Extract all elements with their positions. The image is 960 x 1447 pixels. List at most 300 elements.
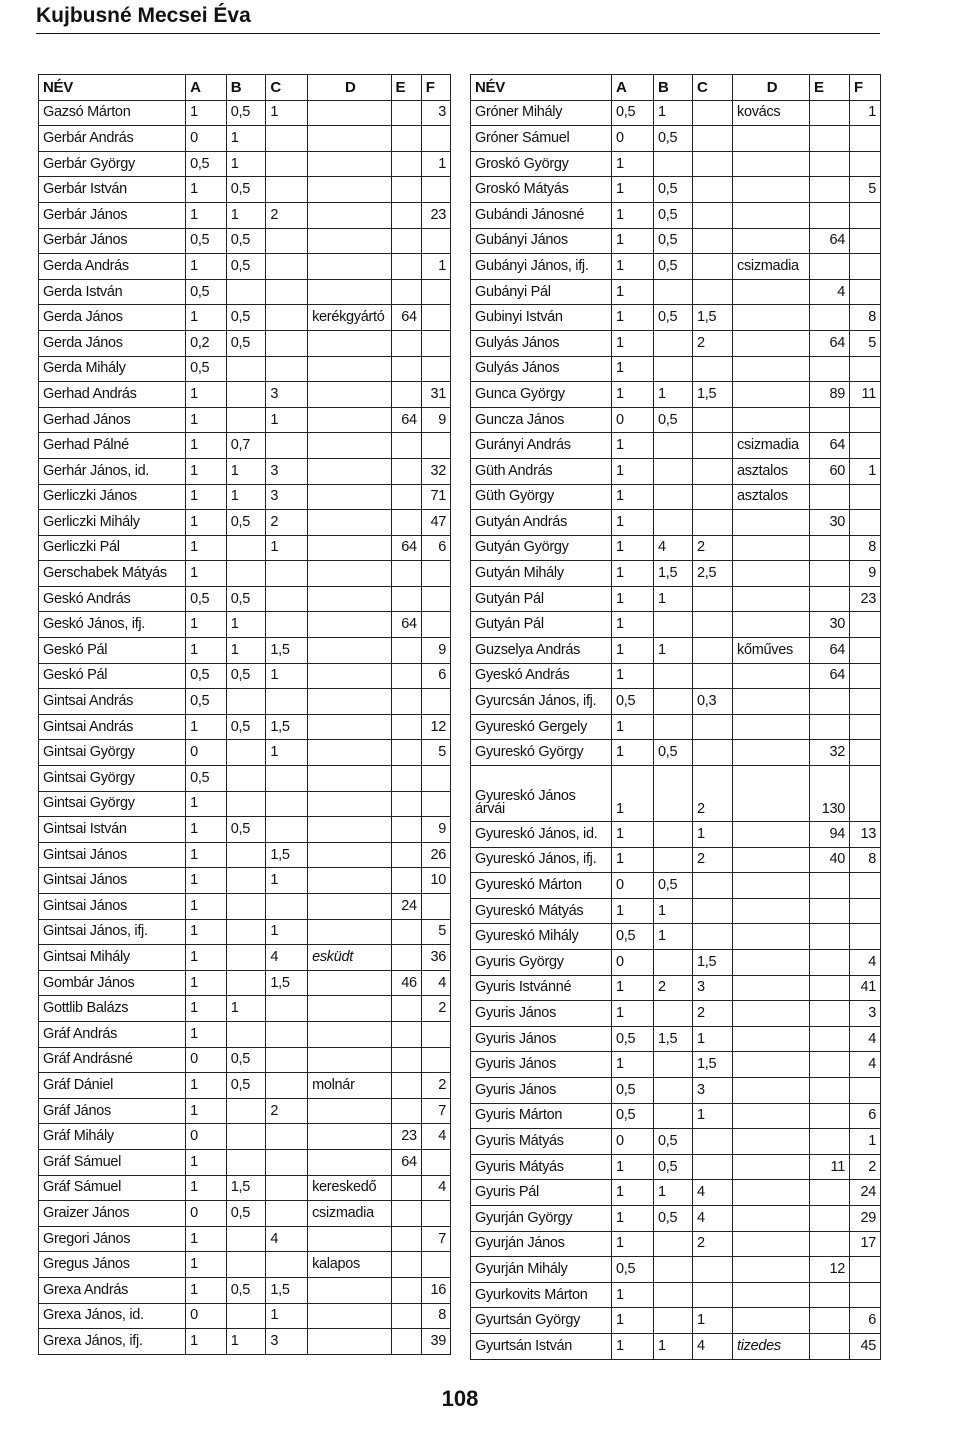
table-row bbox=[39, 330, 451, 356]
name-cell: Gyurcsán János, ifj. bbox=[471, 689, 612, 715]
name-cell: Gyuris Mátyás bbox=[471, 1129, 612, 1155]
d-cell bbox=[733, 279, 810, 305]
e-cell: 46 bbox=[391, 970, 421, 996]
d-cell bbox=[733, 1026, 810, 1052]
f-cell bbox=[850, 873, 881, 899]
a-cell: 1 bbox=[186, 1329, 227, 1355]
e-cell: 64 bbox=[391, 612, 421, 638]
e-cell bbox=[810, 305, 850, 331]
b-cell: 0,5 bbox=[226, 663, 266, 689]
e-cell bbox=[810, 484, 850, 510]
d-cell bbox=[733, 1077, 810, 1103]
d-cell bbox=[308, 458, 391, 484]
e-cell bbox=[391, 1303, 421, 1329]
e-cell bbox=[810, 975, 850, 1001]
table-row bbox=[39, 1226, 451, 1252]
c-cell: 4 bbox=[266, 1226, 308, 1252]
d-cell bbox=[308, 612, 391, 638]
e-cell bbox=[810, 1026, 850, 1052]
f-cell bbox=[421, 791, 450, 817]
a-cell: 1 bbox=[186, 433, 227, 459]
b-cell: 0,5 bbox=[654, 1205, 693, 1231]
b-cell: 1 bbox=[226, 151, 266, 177]
c-cell bbox=[266, 1201, 308, 1227]
f-cell bbox=[850, 484, 881, 510]
column-header: A bbox=[186, 75, 227, 101]
table-row bbox=[39, 689, 451, 715]
table-row bbox=[471, 382, 881, 408]
e-cell bbox=[810, 714, 850, 740]
a-cell: 0,5 bbox=[612, 1103, 654, 1129]
a-cell: 1 bbox=[186, 1252, 227, 1278]
table-row bbox=[39, 1047, 451, 1073]
name-cell: Gráf Sámuel bbox=[39, 1149, 186, 1175]
c-cell bbox=[693, 1282, 733, 1308]
d-cell bbox=[308, 817, 391, 843]
a-cell: 1 bbox=[612, 1205, 654, 1231]
d-cell: asztalos bbox=[733, 484, 810, 510]
b-cell bbox=[226, 382, 266, 408]
name-cell: Gintsai János bbox=[39, 842, 186, 868]
f-cell bbox=[850, 279, 881, 305]
f-cell bbox=[421, 1047, 450, 1073]
e-cell bbox=[391, 1201, 421, 1227]
e-cell: 11 bbox=[810, 1154, 850, 1180]
b-cell: 0,5 bbox=[654, 126, 693, 152]
c-cell: 1 bbox=[693, 1308, 733, 1334]
name-cell: Gyureskó Mátyás bbox=[471, 898, 612, 924]
b-cell bbox=[654, 612, 693, 638]
a-cell: 1 bbox=[186, 202, 227, 228]
e-cell bbox=[810, 202, 850, 228]
table-row bbox=[471, 612, 881, 638]
b-cell: 1 bbox=[226, 1329, 266, 1355]
c-cell bbox=[266, 1252, 308, 1278]
b-cell: 0,5 bbox=[226, 1277, 266, 1303]
table-row bbox=[39, 1175, 451, 1201]
a-cell: 1 bbox=[186, 1277, 227, 1303]
table-row bbox=[471, 407, 881, 433]
a-cell: 1 bbox=[186, 638, 227, 664]
e-cell bbox=[391, 228, 421, 254]
a-cell: 1 bbox=[612, 1001, 654, 1027]
d-cell bbox=[308, 535, 391, 561]
b-cell bbox=[654, 330, 693, 356]
name-cell: Gintsai György bbox=[39, 740, 186, 766]
table-row bbox=[39, 126, 451, 152]
f-cell bbox=[850, 254, 881, 280]
e-cell: 64 bbox=[810, 228, 850, 254]
d-cell bbox=[733, 873, 810, 899]
e-cell bbox=[810, 689, 850, 715]
e-cell bbox=[810, 950, 850, 976]
c-cell bbox=[693, 484, 733, 510]
f-cell bbox=[850, 663, 881, 689]
a-cell: 1 bbox=[612, 382, 654, 408]
e-cell bbox=[391, 586, 421, 612]
e-cell: 130 bbox=[810, 766, 850, 822]
d-cell: molnár bbox=[308, 1073, 391, 1099]
b-cell: 2 bbox=[654, 975, 693, 1001]
b-cell bbox=[226, 1303, 266, 1329]
f-cell bbox=[421, 1021, 450, 1047]
table-row bbox=[39, 510, 451, 536]
c-cell: 1,5 bbox=[693, 950, 733, 976]
b-cell bbox=[226, 1021, 266, 1047]
name-cell: Gutyán András bbox=[471, 510, 612, 536]
a-cell: 0 bbox=[612, 873, 654, 899]
table-row bbox=[471, 202, 881, 228]
b-cell: 0,5 bbox=[654, 305, 693, 331]
c-cell bbox=[693, 254, 733, 280]
a-cell: 1 bbox=[186, 1073, 227, 1099]
name-cell: Gerhad András bbox=[39, 382, 186, 408]
c-cell bbox=[266, 177, 308, 203]
a-cell: 1 bbox=[612, 458, 654, 484]
f-cell: 5 bbox=[421, 740, 450, 766]
c-cell bbox=[266, 817, 308, 843]
table-row bbox=[471, 663, 881, 689]
table-row bbox=[39, 1277, 451, 1303]
c-cell bbox=[693, 356, 733, 382]
b-cell bbox=[226, 970, 266, 996]
d-cell bbox=[733, 822, 810, 848]
c-cell bbox=[693, 100, 733, 126]
name-cell: Grexa András bbox=[39, 1277, 186, 1303]
f-cell bbox=[421, 766, 450, 792]
b-cell bbox=[654, 1103, 693, 1129]
d-cell bbox=[308, 1303, 391, 1329]
b-cell: 1 bbox=[226, 612, 266, 638]
a-cell: 1 bbox=[612, 766, 654, 822]
b-cell bbox=[654, 1257, 693, 1283]
d-cell bbox=[733, 714, 810, 740]
d-cell bbox=[308, 433, 391, 459]
name-cell: Gráf András bbox=[39, 1021, 186, 1047]
c-cell: 1,5 bbox=[693, 305, 733, 331]
c-cell bbox=[693, 586, 733, 612]
d-cell bbox=[308, 126, 391, 152]
b-cell: 1 bbox=[226, 484, 266, 510]
e-cell: 30 bbox=[810, 510, 850, 536]
a-cell: 1 bbox=[186, 458, 227, 484]
b-cell: 4 bbox=[654, 535, 693, 561]
d-cell bbox=[308, 663, 391, 689]
d-cell bbox=[308, 202, 391, 228]
a-cell: 1 bbox=[612, 1231, 654, 1257]
e-cell bbox=[391, 638, 421, 664]
table-row bbox=[39, 433, 451, 459]
name-cell: Gráf Dániel bbox=[39, 1073, 186, 1099]
d-cell bbox=[733, 924, 810, 950]
b-cell bbox=[654, 689, 693, 715]
d-cell bbox=[733, 950, 810, 976]
b-cell: 1 bbox=[226, 202, 266, 228]
d-cell bbox=[308, 1277, 391, 1303]
table-row bbox=[39, 407, 451, 433]
b-cell bbox=[654, 433, 693, 459]
d-cell bbox=[308, 1021, 391, 1047]
table-row bbox=[39, 177, 451, 203]
b-cell bbox=[226, 868, 266, 894]
e-cell bbox=[391, 1098, 421, 1124]
f-cell: 16 bbox=[421, 1277, 450, 1303]
name-cell: Güth György bbox=[471, 484, 612, 510]
e-cell bbox=[391, 458, 421, 484]
name-cell: Gubányi János bbox=[471, 228, 612, 254]
b-cell bbox=[654, 151, 693, 177]
f-cell: 47 bbox=[421, 510, 450, 536]
name-cell: Gyuris János bbox=[471, 1052, 612, 1078]
a-cell: 0 bbox=[186, 740, 227, 766]
name-cell: Gintsai György bbox=[39, 766, 186, 792]
f-cell: 4 bbox=[421, 1175, 450, 1201]
f-cell bbox=[850, 898, 881, 924]
name-cell: Gombár János bbox=[39, 970, 186, 996]
table-row bbox=[39, 996, 451, 1022]
b-cell bbox=[226, 1149, 266, 1175]
c-cell: 2 bbox=[693, 1001, 733, 1027]
a-cell: 1 bbox=[186, 382, 227, 408]
column-header: B bbox=[654, 75, 693, 101]
e-cell bbox=[391, 1329, 421, 1355]
f-cell: 36 bbox=[421, 945, 450, 971]
name-cell: Gerhad Pálné bbox=[39, 433, 186, 459]
c-cell bbox=[266, 433, 308, 459]
c-cell bbox=[266, 1149, 308, 1175]
table-row bbox=[471, 100, 881, 126]
table-row bbox=[471, 898, 881, 924]
c-cell: 3 bbox=[266, 382, 308, 408]
name-cell: Gubányi Pál bbox=[471, 279, 612, 305]
table-row bbox=[39, 638, 451, 664]
d-cell bbox=[308, 766, 391, 792]
b-cell bbox=[654, 1077, 693, 1103]
c-cell bbox=[693, 202, 733, 228]
a-cell: 1 bbox=[612, 228, 654, 254]
a-cell: 0,5 bbox=[612, 1257, 654, 1283]
name-cell: Gubándi Jánosné bbox=[471, 202, 612, 228]
b-cell bbox=[654, 950, 693, 976]
a-cell: 1 bbox=[186, 1175, 227, 1201]
table-row bbox=[39, 458, 451, 484]
name-cell: Gerda János bbox=[39, 305, 186, 331]
e-cell bbox=[391, 561, 421, 587]
d-cell bbox=[733, 1282, 810, 1308]
c-cell: 2 bbox=[693, 847, 733, 873]
b-cell: 0,5 bbox=[654, 1154, 693, 1180]
f-cell: 1 bbox=[421, 254, 450, 280]
name-cell: Gyureskó János, id. bbox=[471, 822, 612, 848]
name-cell: Gerda István bbox=[39, 279, 186, 305]
name-cell: Grexa János, id. bbox=[39, 1303, 186, 1329]
b-cell bbox=[654, 1052, 693, 1078]
f-cell: 4 bbox=[850, 1052, 881, 1078]
f-cell bbox=[421, 1201, 450, 1227]
name-cell: Gutyán György bbox=[471, 535, 612, 561]
d-cell bbox=[308, 100, 391, 126]
e-cell bbox=[810, 1180, 850, 1206]
d-cell bbox=[733, 586, 810, 612]
column-header: A bbox=[612, 75, 654, 101]
b-cell: 0,5 bbox=[226, 177, 266, 203]
register-table-right bbox=[470, 74, 881, 1360]
table-row bbox=[471, 1103, 881, 1129]
d-cell bbox=[308, 1329, 391, 1355]
b-cell: 0,5 bbox=[654, 407, 693, 433]
name-cell: Gyeskó András bbox=[471, 663, 612, 689]
b-cell bbox=[226, 1098, 266, 1124]
b-cell: 1 bbox=[226, 996, 266, 1022]
name-cell: Geskó Pál bbox=[39, 638, 186, 664]
b-cell: 0,5 bbox=[226, 330, 266, 356]
d-cell bbox=[308, 356, 391, 382]
name-cell: Gráf Mihály bbox=[39, 1124, 186, 1150]
name-cell: Gyuris János bbox=[471, 1001, 612, 1027]
d-cell bbox=[308, 996, 391, 1022]
d-cell: kőműves bbox=[733, 638, 810, 664]
d-cell bbox=[308, 1047, 391, 1073]
d-cell bbox=[308, 407, 391, 433]
e-cell: 23 bbox=[391, 1124, 421, 1150]
c-cell: 1,5 bbox=[266, 970, 308, 996]
c-cell bbox=[266, 791, 308, 817]
e-cell bbox=[810, 407, 850, 433]
name-cell: Guncza János bbox=[471, 407, 612, 433]
f-cell bbox=[850, 407, 881, 433]
name-cell: Gyuris János bbox=[471, 1077, 612, 1103]
a-cell: 1 bbox=[612, 561, 654, 587]
column-header: E bbox=[810, 75, 850, 101]
a-cell: 0,5 bbox=[186, 356, 227, 382]
c-cell bbox=[266, 689, 308, 715]
f-cell: 23 bbox=[421, 202, 450, 228]
table-row bbox=[471, 1205, 881, 1231]
c-cell: 4 bbox=[266, 945, 308, 971]
name-cell: Gubányi János, ifj. bbox=[471, 254, 612, 280]
b-cell bbox=[226, 407, 266, 433]
c-cell: 2 bbox=[266, 1098, 308, 1124]
table-row bbox=[471, 873, 881, 899]
e-cell bbox=[391, 330, 421, 356]
e-cell bbox=[810, 1052, 850, 1078]
c-cell: 2 bbox=[693, 766, 733, 822]
table-row bbox=[471, 535, 881, 561]
f-cell: 11 bbox=[850, 382, 881, 408]
e-cell bbox=[391, 714, 421, 740]
a-cell: 1 bbox=[612, 1052, 654, 1078]
table-row bbox=[39, 1303, 451, 1329]
c-cell: 1,5 bbox=[266, 638, 308, 664]
f-cell: 9 bbox=[421, 638, 450, 664]
a-cell: 0,5 bbox=[612, 100, 654, 126]
b-cell: 0,5 bbox=[654, 1129, 693, 1155]
table-row bbox=[471, 279, 881, 305]
table-row bbox=[39, 1252, 451, 1278]
f-cell: 8 bbox=[421, 1303, 450, 1329]
b-cell: 1 bbox=[226, 458, 266, 484]
b-cell bbox=[654, 714, 693, 740]
d-cell bbox=[308, 689, 391, 715]
d-cell bbox=[308, 484, 391, 510]
a-cell: 0 bbox=[612, 950, 654, 976]
f-cell bbox=[421, 330, 450, 356]
c-cell: 3 bbox=[693, 975, 733, 1001]
f-cell bbox=[850, 202, 881, 228]
a-cell: 1 bbox=[186, 842, 227, 868]
d-cell: kerékgyártó bbox=[308, 305, 391, 331]
d-cell: csizmadia bbox=[308, 1201, 391, 1227]
name-cell: Gyuris György bbox=[471, 950, 612, 976]
table-row bbox=[39, 561, 451, 587]
name-cell: Gerhad János bbox=[39, 407, 186, 433]
a-cell: 1 bbox=[612, 1282, 654, 1308]
e-cell: 64 bbox=[391, 305, 421, 331]
e-cell: 64 bbox=[810, 433, 850, 459]
b-cell: 0,5 bbox=[226, 1047, 266, 1073]
c-cell bbox=[693, 510, 733, 536]
name-cell: Geskó Pál bbox=[39, 663, 186, 689]
table-row bbox=[39, 254, 451, 280]
table-row bbox=[39, 945, 451, 971]
e-cell bbox=[391, 996, 421, 1022]
e-cell bbox=[391, 100, 421, 126]
f-cell: 3 bbox=[850, 1001, 881, 1027]
name-cell: Gintsai György bbox=[39, 791, 186, 817]
a-cell: 1 bbox=[186, 177, 227, 203]
c-cell bbox=[266, 894, 308, 920]
table-row bbox=[471, 510, 881, 536]
f-cell: 4 bbox=[421, 1124, 450, 1150]
name-cell: Gerhár János, id. bbox=[39, 458, 186, 484]
c-cell bbox=[693, 924, 733, 950]
e-cell bbox=[810, 924, 850, 950]
e-cell bbox=[391, 842, 421, 868]
table-row bbox=[471, 151, 881, 177]
d-cell bbox=[733, 1308, 810, 1334]
b-cell: 0,5 bbox=[226, 228, 266, 254]
c-cell bbox=[693, 177, 733, 203]
b-cell: 1 bbox=[226, 126, 266, 152]
d-cell bbox=[733, 1231, 810, 1257]
f-cell: 8 bbox=[850, 535, 881, 561]
name-cell: Groskó György bbox=[471, 151, 612, 177]
c-cell bbox=[266, 151, 308, 177]
c-cell bbox=[266, 1124, 308, 1150]
c-cell bbox=[266, 356, 308, 382]
name-cell: Gerbár János bbox=[39, 202, 186, 228]
e-cell bbox=[391, 126, 421, 152]
b-cell bbox=[226, 356, 266, 382]
c-cell bbox=[266, 1021, 308, 1047]
d-cell: csizmadia bbox=[733, 254, 810, 280]
f-cell: 1 bbox=[850, 1129, 881, 1155]
name-cell: Gurányi András bbox=[471, 433, 612, 459]
e-cell bbox=[391, 1021, 421, 1047]
a-cell: 0,5 bbox=[612, 924, 654, 950]
c-cell bbox=[693, 898, 733, 924]
b-cell bbox=[654, 484, 693, 510]
column-header: D bbox=[733, 75, 810, 101]
column-header: C bbox=[266, 75, 308, 101]
name-cell: Gyureskó Gergely bbox=[471, 714, 612, 740]
name-cell: Gintsai István bbox=[39, 817, 186, 843]
c-cell: 1,5 bbox=[266, 842, 308, 868]
name-cell: Gyurján János bbox=[471, 1231, 612, 1257]
c-cell bbox=[693, 663, 733, 689]
b-cell: 1 bbox=[654, 586, 693, 612]
c-cell bbox=[266, 279, 308, 305]
